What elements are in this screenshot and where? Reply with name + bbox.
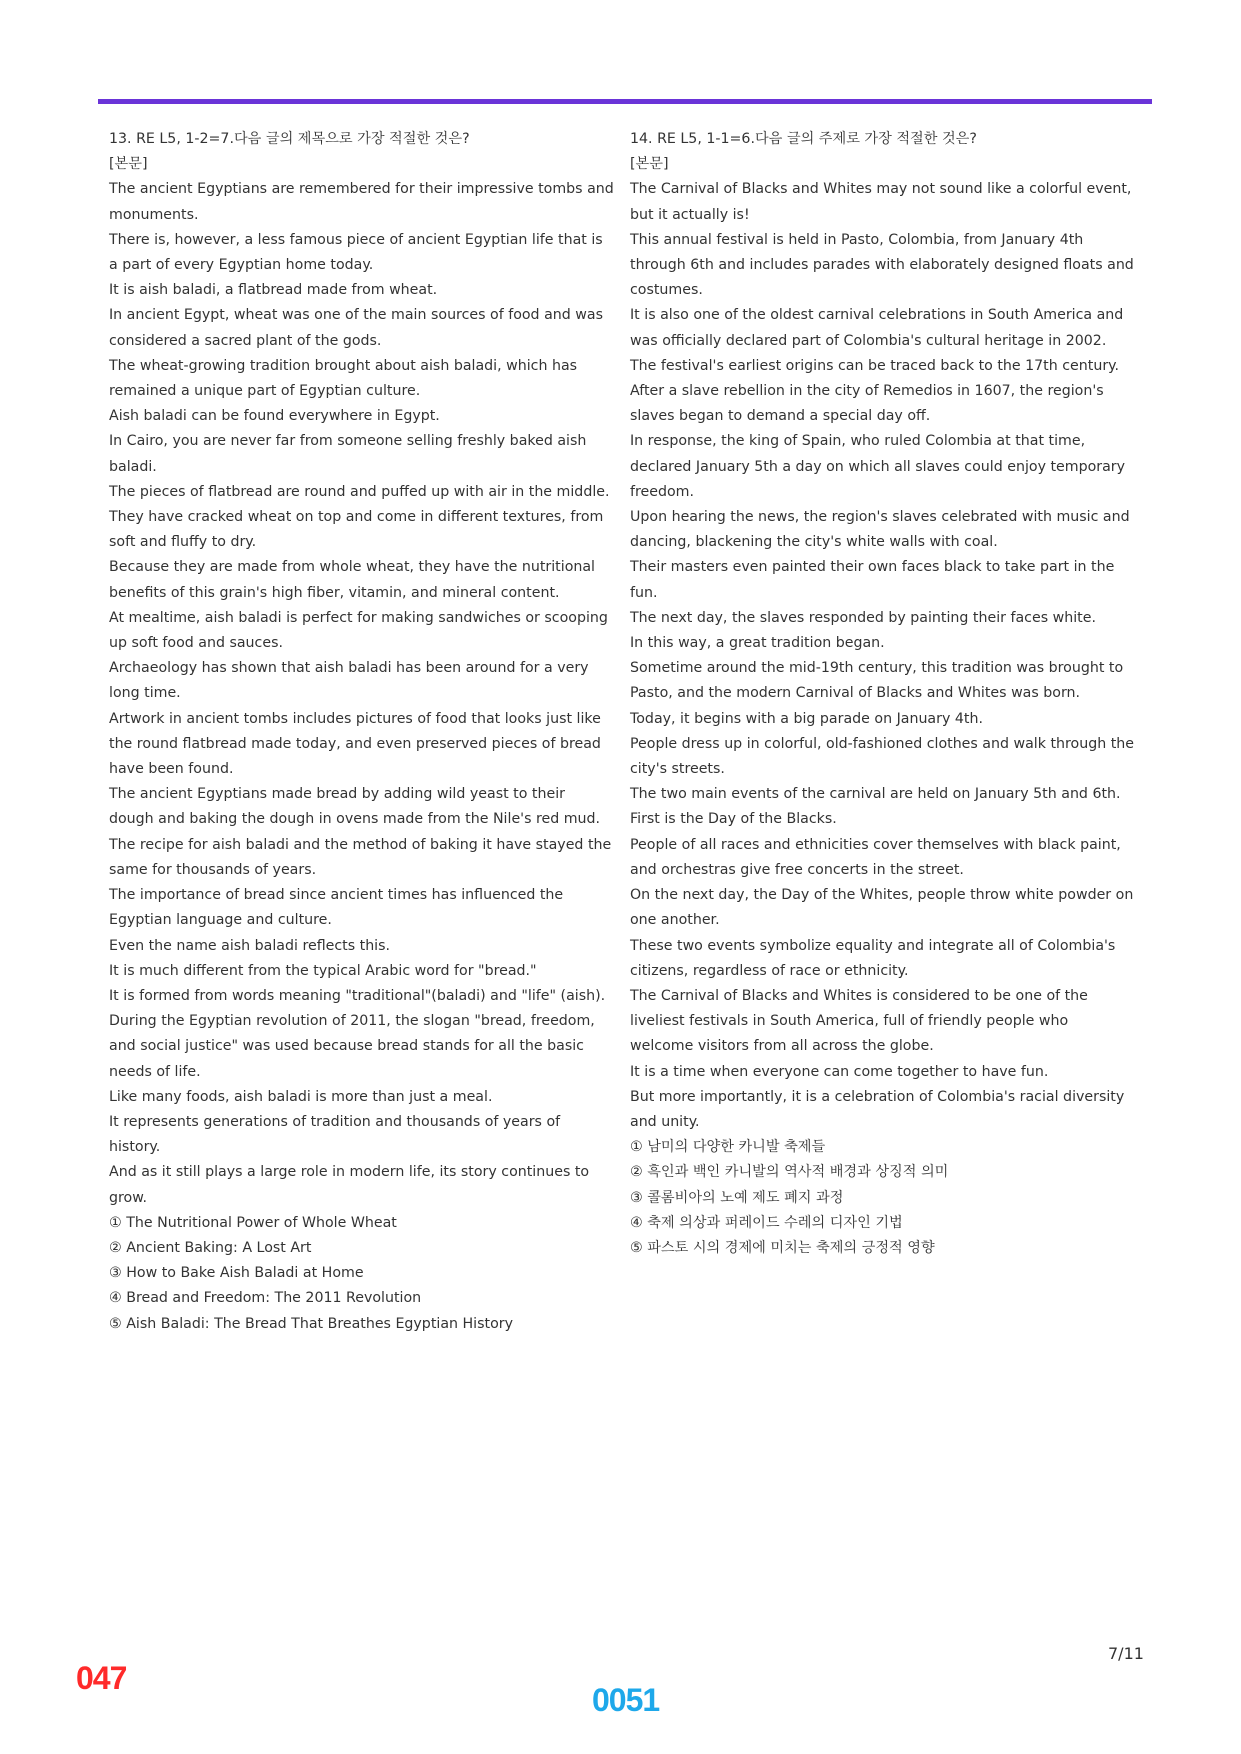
passage-line: The recipe for aish baladi and the method of baking it have stayed the same for thousands of years. bbox=[109, 836, 612, 878]
passage-line: After a slave rebellion in the city of Remedios in 1607, the region's slaves began to demand a special day off. bbox=[630, 383, 1104, 425]
passage-line: They have cracked wheat on top and come in different textures, from soft and fluffy to dry. bbox=[109, 509, 604, 551]
passage-line: Artwork in ancient tombs includes pictures of food that looks just like the round flatbread made today, and even preserved pieces of bread have been found. bbox=[109, 710, 601, 778]
passage-line: And as it still plays a large role in modern life, its story continues to grow. bbox=[109, 1164, 590, 1206]
answer-option: ① The Nutritional Power of Whole Wheat bbox=[109, 1214, 397, 1231]
passage-line: But more importantly, it is a celebration of Colombia's racial diversity and unity. bbox=[630, 1088, 1125, 1130]
passage-line: Like many foods, aish baladi is more than just a meal. bbox=[109, 1088, 493, 1105]
question-14 bbox=[630, 127, 1135, 1261]
passage-line: First is the Day of the Blacks. bbox=[630, 811, 837, 828]
passage-line: On the next day, the Day of the Whites, people throw white powder on one another. bbox=[630, 887, 1134, 929]
passage-line: Their masters even painted their own faces black to take part in the fun. bbox=[630, 559, 1115, 601]
passage-line: Archaeology has shown that aish baladi has been around for a very long time. bbox=[109, 660, 589, 702]
passage-line: These two events symbolize equality and integrate all of Colombia's citizens, regardless of race or ethnicity. bbox=[630, 937, 1116, 979]
passage-line: Sometime around the mid-19th century, this tradition was brought to Pasto, and the modern Carnival of Blacks and Whites was born. bbox=[630, 660, 1124, 702]
passage-line: This annual festival is held in Pasto, Colombia, from January 4th through 6th and includes parades with elaborately designed floats and costumes. bbox=[630, 231, 1134, 299]
passage-line: It is aish baladi, a flatbread made from wheat. bbox=[109, 282, 438, 299]
passage-line: It is formed from words meaning "traditional"(baladi) and "life" (aish). bbox=[109, 987, 606, 1004]
passage-line: The Carnival of Blacks and Whites may not sound like a colorful event, but it actually is! bbox=[630, 181, 1132, 223]
passage-line: It represents generations of tradition and thousands of years of history. bbox=[109, 1113, 561, 1156]
answer-option: ② 흑인과 백인 카니발의 역사적 배경과 상징적 의미 bbox=[630, 1164, 949, 1181]
answer-option: ① 남미의 다양한 카니발 축제들 bbox=[630, 1139, 826, 1156]
answer-option: ② Ancient Baking: A Lost Art bbox=[109, 1239, 312, 1256]
question-14-header: 14. RE L5, 1-1=6.다음 글의 주제로 가장 적절한 것은? bbox=[630, 131, 977, 147]
answer-option: ⑤ 파스토 시의 경제에 미치는 축제의 긍정적 영향 bbox=[630, 1239, 935, 1256]
question-13-tag: [본문] bbox=[109, 156, 148, 173]
answer-option: ④ Bread and Freedom: The 2011 Revolution bbox=[109, 1290, 422, 1307]
passage-line: The two main events of the carnival are held on January 5th and 6th. bbox=[630, 786, 1121, 803]
passage-line: In this way, a great tradition began. bbox=[630, 635, 885, 652]
passage-line: The ancient Egyptians are remembered for their impressive tombs and monuments. bbox=[109, 181, 614, 223]
passage-line: Upon hearing the news, the region's slaves celebrated with music and dancing, blackening the city's white walls with coal. bbox=[630, 509, 1130, 551]
passage-line: People dress up in colorful, old-fashioned clothes and walk through the city's streets. bbox=[630, 735, 1135, 778]
passage-line: Because they are made from whole wheat, they have the nutritional benefits of this grain's high fiber, vitamin, and mineral content. bbox=[109, 559, 595, 601]
document-code-blue: 0051 bbox=[592, 1682, 660, 1718]
passage-line: In Cairo, you are never far from someone selling freshly baked aish baladi. bbox=[109, 433, 587, 475]
passage-line: The ancient Egyptians made bread by adding wild yeast to their dough and baking the dough in ovens made from the Nile's red mud. bbox=[109, 786, 601, 828]
question-14-tag: [본문] bbox=[630, 156, 669, 173]
passage-line: The pieces of flatbread are round and puffed up with air in the middle. bbox=[109, 483, 610, 500]
passage-line: The festival's earliest origins can be traced back to the 17th century. bbox=[630, 357, 1120, 374]
passage-line: Aish baladi can be found everywhere in Egypt. bbox=[109, 408, 440, 425]
passage-line: It is much different from the typical Arabic word for "bread." bbox=[109, 962, 537, 979]
passage-line: People of all races and ethnicities cover themselves with black paint, and orchestras give free concerts in the street. bbox=[630, 836, 1121, 878]
question-13 bbox=[109, 127, 614, 1337]
passage-line: The Carnival of Blacks and Whites is considered to be one of the liveliest festivals in South America, full of friendly people who welcome visitors from all across the globe. bbox=[630, 987, 1088, 1055]
question-13-passage bbox=[109, 177, 614, 1210]
passage-line: It is a time when everyone can come together to have fun. bbox=[630, 1063, 1049, 1080]
passage-line: The next day, the slaves responded by painting their faces white. bbox=[630, 609, 1096, 626]
passage-line: Even the name aish baladi reflects this. bbox=[109, 937, 391, 954]
passage-line: The importance of bread since ancient times has influenced the Egyptian language and culture. bbox=[109, 887, 564, 929]
passage-line: The wheat-growing tradition brought about aish baladi, which has remained a unique part of Egyptian culture. bbox=[109, 357, 578, 400]
answer-option: ③ 콜롬비아의 노예 제도 폐지 과정 bbox=[630, 1189, 844, 1206]
answer-option: ③ How to Bake Aish Baladi at Home bbox=[109, 1265, 364, 1282]
answer-option: ⑤ Aish Baladi: The Bread That Breathes Egyptian History bbox=[109, 1315, 513, 1332]
passage-line: During the Egyptian revolution of 2011, the slogan "bread, freedom, and social justice" was used because bread stands for all the basic needs of life. bbox=[109, 1013, 595, 1080]
passage-line: There is, however, a less famous piece of ancient Egyptian life that is a part of every Egyptian home today. bbox=[109, 231, 603, 274]
passage-line: Today, it begins with a big parade on January 4th. bbox=[630, 710, 983, 727]
page-number: 7/11 bbox=[1108, 1644, 1144, 1663]
passage-line: In ancient Egypt, wheat was one of the main sources of food and was considered a sacred plant of the gods. bbox=[109, 307, 603, 349]
question-13-options bbox=[109, 1211, 614, 1337]
answer-option: ④ 축제 의상과 퍼레이드 수레의 디자인 기법 bbox=[630, 1214, 903, 1231]
question-14-options bbox=[630, 1135, 1135, 1261]
question-14-passage bbox=[630, 177, 1135, 1135]
passage-line: At mealtime, aish baladi is perfect for making sandwiches or scooping up soft food and sauces. bbox=[109, 609, 608, 652]
passage-line: It is also one of the oldest carnival celebrations in South America and was officially declared part of Colombia's cultural heritage in 2002. bbox=[630, 307, 1124, 349]
question-13-header: 13. RE L5, 1-2=7.다음 글의 제목으로 가장 적절한 것은? bbox=[109, 131, 470, 147]
top-rule bbox=[98, 99, 1152, 104]
document-code-red: 047 bbox=[76, 1660, 127, 1696]
passage-line: In response, the king of Spain, who ruled Colombia at that time, declared January 5th a day on which all slaves could enjoy temporary freedom. bbox=[630, 433, 1126, 500]
